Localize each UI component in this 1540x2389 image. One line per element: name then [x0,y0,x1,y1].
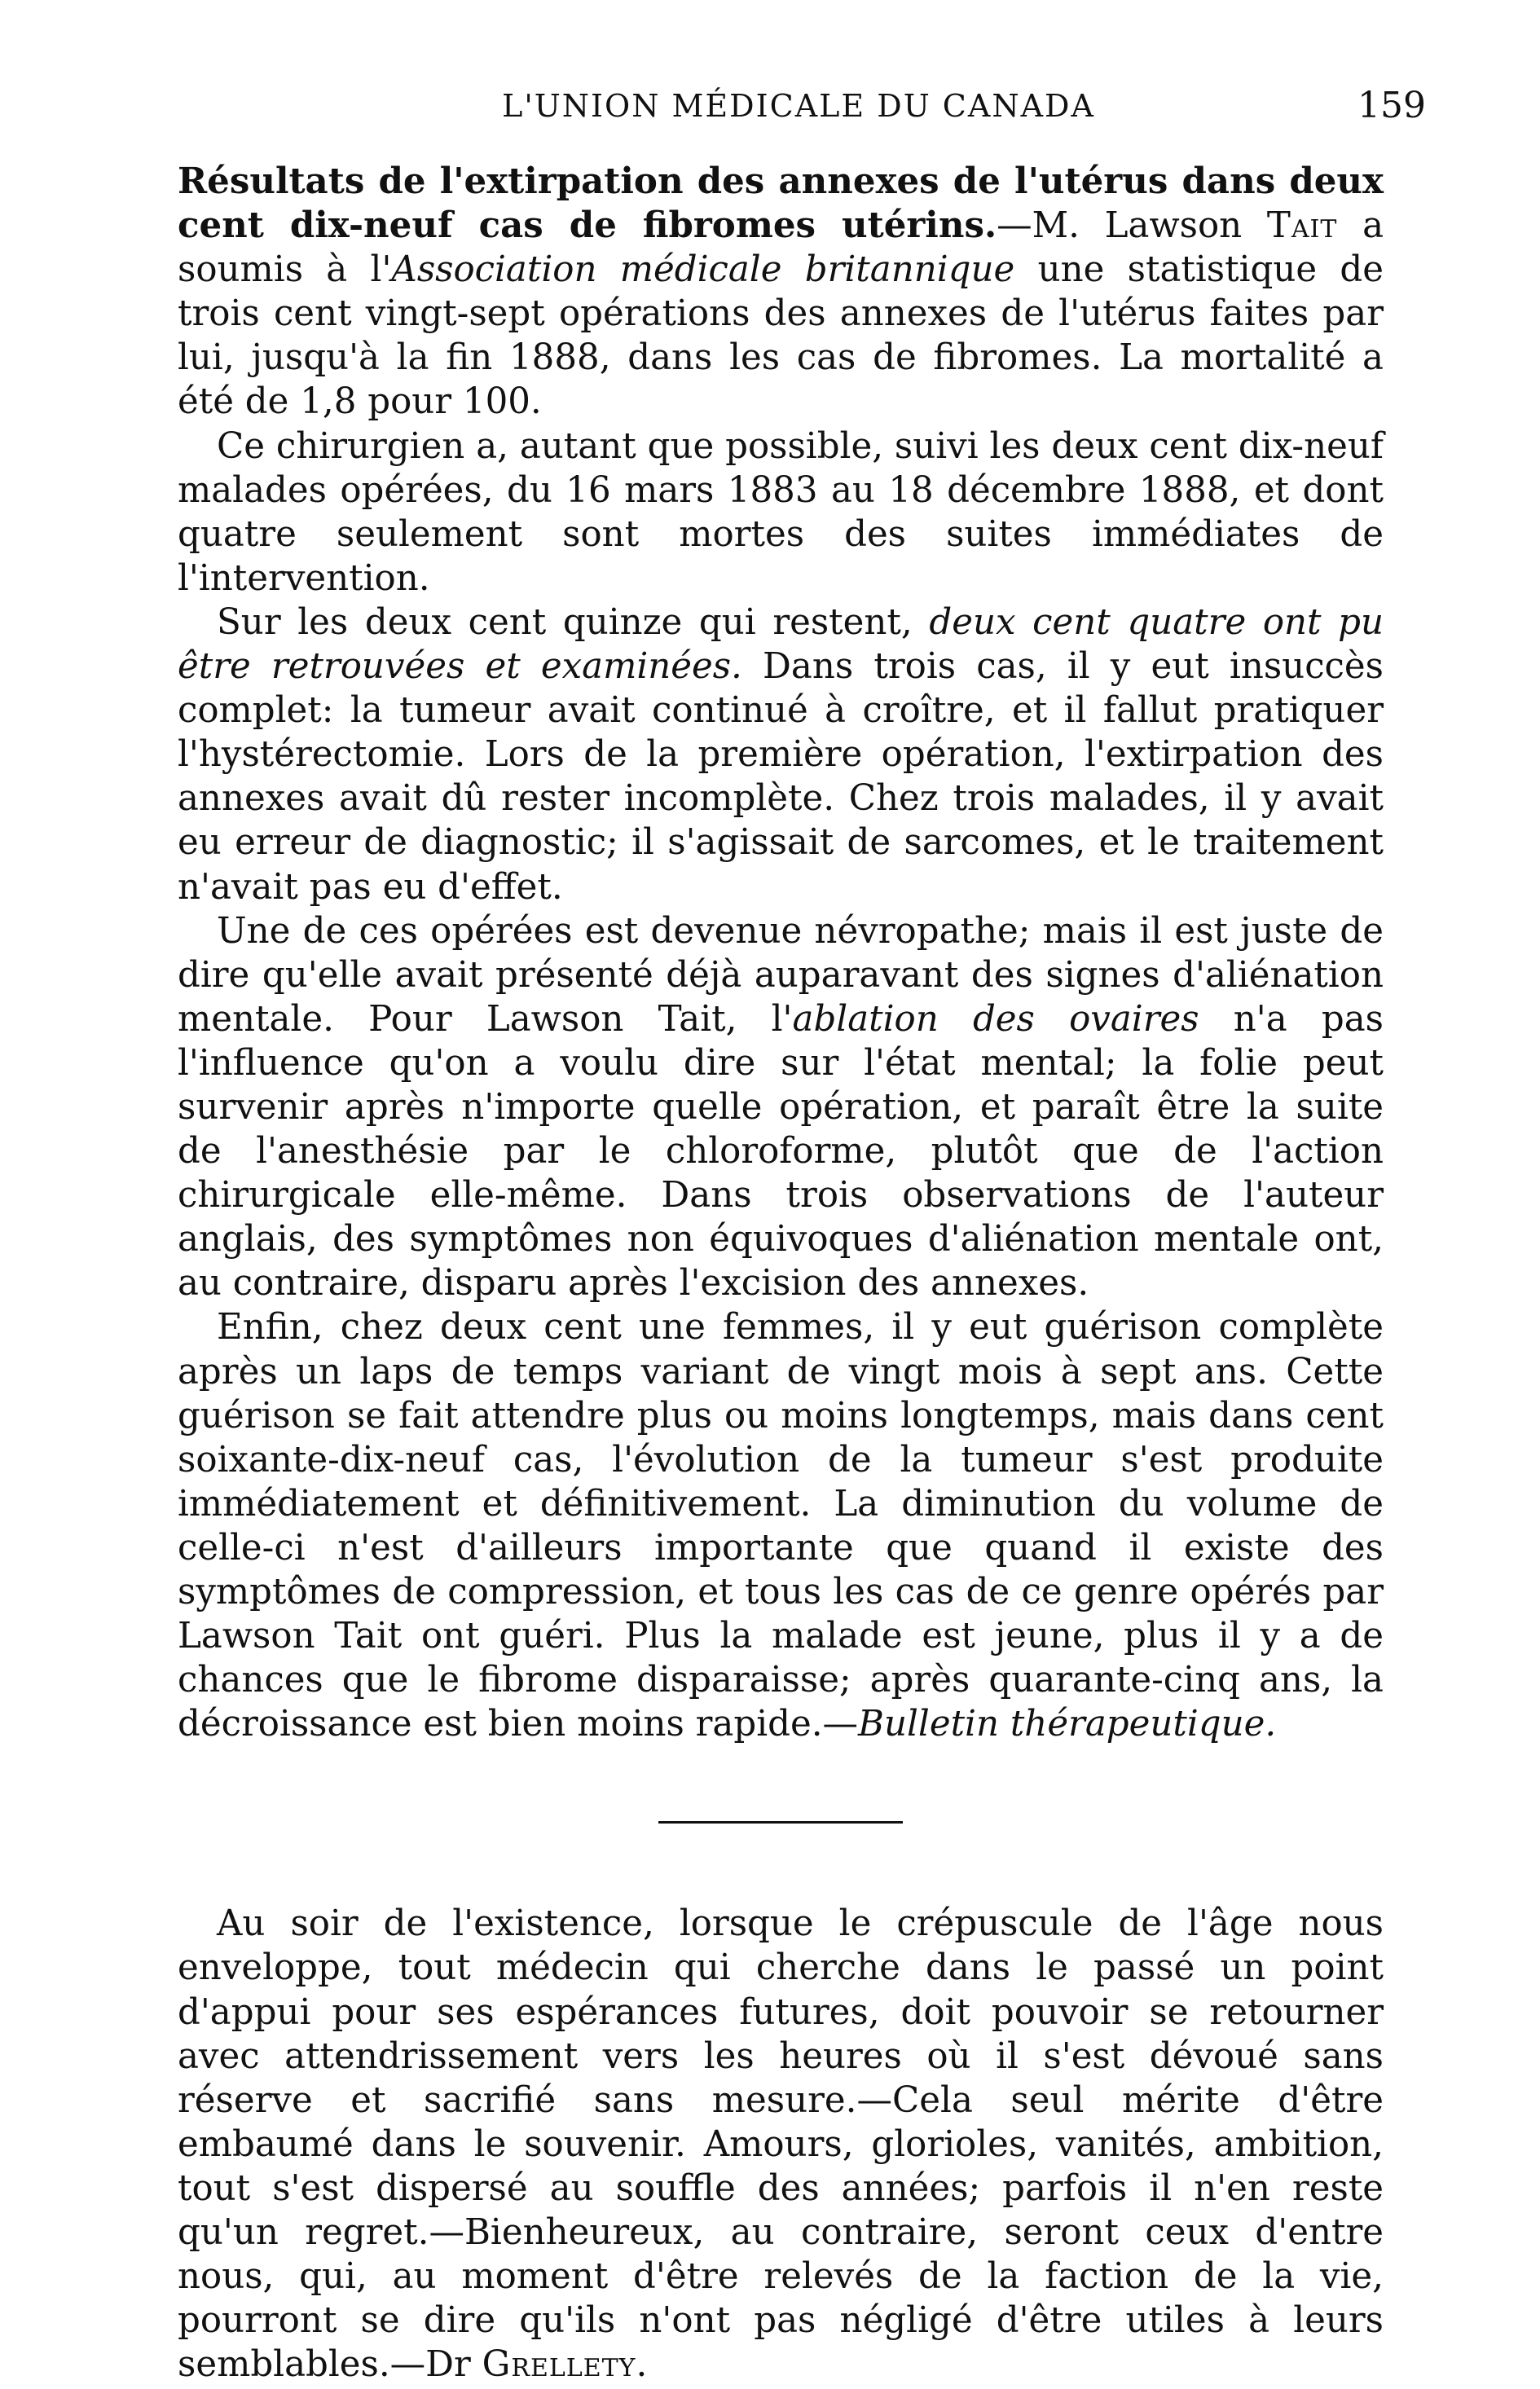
quote-text: Au soir de l'existence, lorsque le crépuscule de l'âge nous enveloppe, tout médecin qui cherche dans le passé un point d'appui pour ses espérances futures, doit pouvoir se retourner avec attendrissement vers les heures où il s'est dévoué sans réserve et sacrifié sans mesure.—Cela seul mérite d'être embaumé dans le souvenir. Amours, glorioles, vanités, ambition, tout s'est dispersé au souffle des années; parfois il n'en reste qu'un regret.—Bienheureux, au contraire, seront ceux d'entre nous, qui, au moment d'être relevés de la faction de la vie, pourront se dire qu'ils n'ont pas négligé d'être utiles à leurs semblables.— [178,1903,1384,2386]
paragraph-text: a soumis à l' [178,205,1384,291]
author-name: Tait [1266,205,1338,247]
paragraph-text: Enfin, chez deux cent une femmes, il y eut guérison complète après un laps de temps variant de vingt mois à sept ans. Cette guérison se fait attendre plus ou moins longtemps, mais dans cent soixante-dix-neuf cas, l'évolution de la tumeur s'est produite immédiatement et définitivement. La diminution du volume de celle-ci n'est d'ailleurs importante que quand il existe des symptômes de compression, et tous les cas de ce genre opérés par Lawson Tait ont guéri. Plus la malade est jeune, plus il y a de chances que le fibrome disparaisse; après quarante-cinq ans, la décroissance est bien moins rapide.— [178,1307,1384,1745]
article-body [178,160,1384,2387]
page-number: 159 [1357,85,1426,126]
paragraph-text: une statistique de trois cent vingt-sept opérations des annexes de l'utérus faites par lui, jusqu'à la fin 1888, dans les cas de fibromes. La mortalité a été de 1,8 pour 100. [178,249,1384,423]
association-name: Association médicale britannique [391,249,1015,291]
article-paragraph-3 [178,601,1384,909]
author-prefix: Dr [425,2344,482,2386]
article-title: Résultats de l'extirpation des annexes de l'utérus dans deux cent dix-neuf cas de fibromes utérins. [178,161,1384,247]
article-paragraph-4 [178,909,1384,1306]
article-paragraph-1 [178,160,1384,425]
paragraph-text: n'a pas l'influence qu'on a voulu dire sur l'état mental; la folie peut survenir après n'importe quelle opération, et paraît être la suite de l'anesthésie par le chloroforme, plutôt que de l'action chirurgicale elle-même. Dans trois observations de l'auteur anglais, des symptômes non équivoques d'aliénation mentale ont, au contraire, disparu après l'excision des annexes. [178,998,1384,1304]
article-paragraph-2: Ce chirurgien a, autant que possible, suivi les deux cent dix-neuf malades opérées, du 16 mars 1883 au 18 décembre 1888, et dont quatre seulement sont mortes des suites immédiates de l'intervention. [178,425,1384,599]
running-head [171,85,1426,137]
quote-paragraph [178,1902,1384,2387]
paragraph-text: Sur les deux cent quinze qui restent, [217,601,930,643]
quote-author: Grellety. [482,2344,649,2386]
emphasis-text: deux cent quatre ont pu être retrouvées et examinées. [178,601,1384,688]
source-citation: Bulletin thérapeutique. [858,1704,1277,1745]
emphasis-text: ablation des ovaires [792,998,1199,1040]
running-title: L'UNION MÉDICALE DU CANADA [502,88,1095,124]
article-lead: —M. Lawson [997,205,1267,247]
section-divider [658,1821,903,1824]
paragraph-text: Une de ces opérées est devenue névropathe; mais il est juste de dire qu'elle avait présenté déjà auparavant des signes d'aliénation mentale. Pour Lawson Tait, l' [178,910,1384,1040]
article-paragraph-5 [178,1305,1384,1746]
paragraph-text: Dans trois cas, il y eut insuccès complet: la tumeur avait continué à croître, et il fallut pratiquer l'hystérectomie. Lors de la première opération, l'extirpation des annexes avait dû rester incomplète. Chez trois malades, il y avait eu erreur de diagnostic; il s'agissait de sarcomes, et le traitement n'avait pas eu d'effet. [178,646,1384,908]
